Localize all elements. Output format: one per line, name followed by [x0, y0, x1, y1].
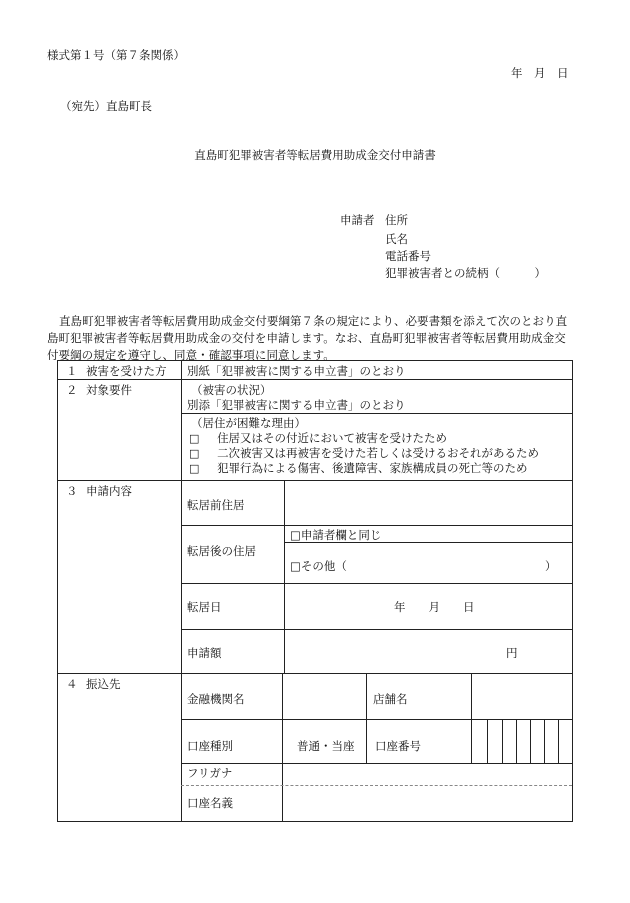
situation-label: （被害の状況） — [191, 383, 272, 397]
application-statement: 直島町犯罪被害者等転居費用助成金交付要綱第７条の規定により、必要書類を添えて次のとおり直島町犯罪被害者等転居費用助成金の交付を申請します。なお、直島町犯罪被害者等転居費用助成金交付要綱の規定を遵守し、同意・確認事項に同意します。 — [47, 314, 568, 362]
section-1-value: 別紙「犯罪被害に関する申立書」のとおり — [187, 364, 406, 378]
amount-unit[interactable]: 円 — [506, 646, 518, 660]
section-2-label: 対象要件 — [86, 383, 132, 397]
checkbox-icon[interactable]: □ — [189, 447, 200, 460]
date-line[interactable]: 年 月 日 — [511, 66, 569, 80]
prev-address-label: 転居前住居 — [187, 498, 245, 512]
section-3-label: 申請内容 — [86, 484, 132, 498]
account-number-label: 口座番号 — [375, 739, 421, 753]
move-date-value[interactable]: 年 月 日 — [394, 600, 475, 614]
applicant-address-field[interactable]: 住所 — [385, 213, 408, 227]
account-holder-label: 口座名義 — [187, 796, 233, 810]
furigana-label: フリガナ — [187, 766, 233, 780]
other-address-option[interactable]: □その他（ — [290, 559, 347, 573]
addressee: （宛先）直島町長 — [60, 99, 152, 113]
applicant-phone-field[interactable]: 電話番号 — [385, 249, 431, 263]
account-type-value[interactable]: 普通・当座 — [297, 739, 355, 753]
section-1-number: １ — [66, 364, 78, 378]
section-2-number: ２ — [66, 383, 78, 397]
section-4-number: ４ — [66, 677, 78, 691]
section-4-label: 振込先 — [86, 677, 121, 691]
account-type-label: 口座種別 — [187, 739, 233, 753]
checkbox-icon[interactable]: □ — [189, 432, 200, 445]
situation-value: 別添「犯罪被害に関する申立書」のとおり — [187, 398, 406, 412]
section-1-label: 被害を受けた方 — [86, 364, 167, 378]
reason-label: （居住が困難な理由） — [191, 416, 306, 430]
amount-label: 申請額 — [187, 646, 222, 660]
branch-name-label: 店舗名 — [373, 692, 408, 706]
other-address-close: ） — [545, 559, 557, 573]
document-title: 直島町犯罪被害者等転居費用助成金交付申請書 — [194, 148, 436, 162]
new-address-label: 転居後の住居 — [187, 544, 256, 558]
applicant-label: 申請者 — [340, 213, 375, 227]
reason-option-1[interactable]: □ 住居又はその付近において被害を受けたため — [189, 431, 448, 445]
bank-name-label: 金融機関名 — [187, 692, 245, 706]
section-3-number: ３ — [66, 484, 78, 498]
applicant-relation-field[interactable]: 犯罪被害者との続柄（ ） — [385, 266, 546, 280]
applicant-name-field[interactable]: 氏名 — [385, 232, 408, 246]
application-table — [57, 360, 573, 822]
checkbox-icon[interactable]: □ — [189, 462, 200, 475]
same-as-applicant-option[interactable]: □申請者欄と同じ — [290, 528, 382, 542]
form-code: 様式第１号（第７条関係） — [47, 48, 185, 62]
reason-option-2[interactable]: □ 二次被害又は再被害を受けた若しくは受けるおそれがあるため — [189, 446, 540, 460]
reason-option-3[interactable]: □ 犯罪行為による傷害、後遺障害、家族構成員の死亡等のため — [189, 461, 528, 475]
move-date-label: 転居日 — [187, 600, 222, 614]
